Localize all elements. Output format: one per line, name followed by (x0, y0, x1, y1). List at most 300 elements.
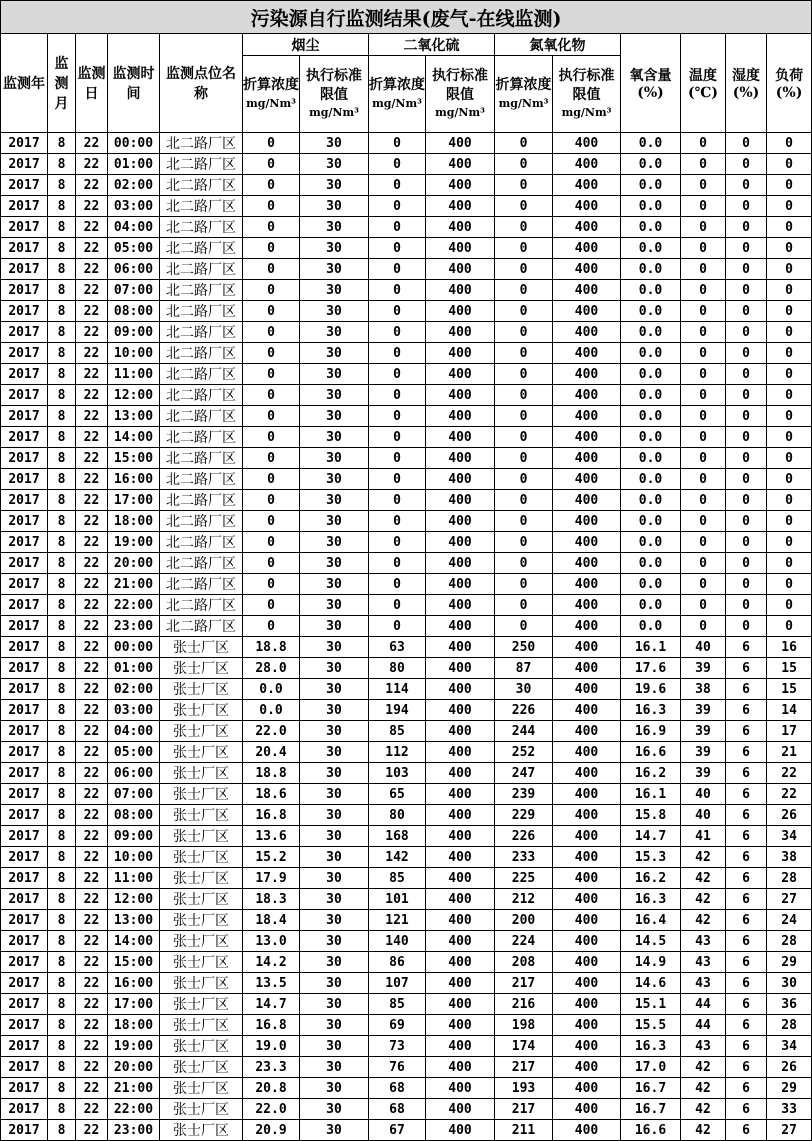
table-cell: 22 (76, 994, 108, 1015)
table-cell: 400 (426, 637, 495, 658)
table-cell: 400 (553, 196, 621, 217)
table-cell: 0 (681, 343, 726, 364)
table-cell: 33 (767, 1099, 812, 1120)
table-cell: 0 (243, 196, 300, 217)
table-cell: 40 (681, 637, 726, 658)
table-cell: 22 (76, 847, 108, 868)
table-cell: 30 (300, 910, 369, 931)
table-cell: 85 (369, 721, 426, 742)
table-row (1, 154, 812, 175)
table-row (1, 280, 812, 301)
table-cell: 0 (726, 322, 767, 343)
table-cell: 193 (495, 1078, 553, 1099)
table-cell: 2017 (1, 238, 48, 259)
table-cell: 30 (767, 973, 812, 994)
table-cell: 8 (48, 637, 76, 658)
table-cell: 北二路厂区 (160, 259, 243, 280)
table-cell: 76 (369, 1057, 426, 1078)
table-cell: 400 (553, 133, 621, 154)
table-row (1, 931, 812, 952)
table-cell: 0 (681, 175, 726, 196)
table-cell: 44 (681, 1015, 726, 1036)
table-cell: 28 (767, 1015, 812, 1036)
table-cell: 400 (426, 406, 495, 427)
table-cell: 21:00 (108, 1078, 160, 1099)
table-cell: 北二路厂区 (160, 364, 243, 385)
table-row (1, 301, 812, 322)
table-cell: 212 (495, 889, 553, 910)
table-cell: 29 (767, 1078, 812, 1099)
table-cell: 0 (767, 301, 812, 322)
table-cell: 400 (426, 133, 495, 154)
table-cell: 8 (48, 154, 76, 175)
table-cell: 400 (426, 259, 495, 280)
table-cell: 400 (553, 217, 621, 238)
table-row (1, 1078, 812, 1099)
table-cell: 18.8 (243, 763, 300, 784)
table-cell: 22 (76, 574, 108, 595)
table-cell: 2017 (1, 616, 48, 637)
table-cell: 张士厂区 (160, 1057, 243, 1078)
table-cell: 18.3 (243, 889, 300, 910)
header-so2-limit: 执行标准限值 mg/Nm³ (426, 56, 495, 133)
table-cell: 0 (369, 469, 426, 490)
table-cell: 0 (369, 616, 426, 637)
table-cell: 0.0 (621, 511, 681, 532)
table-cell: 0 (681, 532, 726, 553)
table-cell: 400 (426, 469, 495, 490)
table-cell: 0 (726, 196, 767, 217)
table-cell: 2017 (1, 133, 48, 154)
table-cell: 22 (76, 763, 108, 784)
table-cell: 30 (300, 931, 369, 952)
table-cell: 43 (681, 952, 726, 973)
table-row (1, 868, 812, 889)
table-cell: 北二路厂区 (160, 553, 243, 574)
table-cell: 0 (767, 238, 812, 259)
table-row (1, 616, 812, 637)
table-cell: 北二路厂区 (160, 238, 243, 259)
table-cell: 8 (48, 217, 76, 238)
table-cell: 16.2 (621, 763, 681, 784)
table-cell: 2017 (1, 448, 48, 469)
table-cell: 22 (76, 721, 108, 742)
table-cell: 400 (553, 1120, 621, 1141)
table-cell: 22 (76, 952, 108, 973)
table-cell: 2017 (1, 973, 48, 994)
table-cell: 2017 (1, 931, 48, 952)
table-cell: 22 (76, 301, 108, 322)
table-cell: 87 (495, 658, 553, 679)
table-cell: 43 (681, 1036, 726, 1057)
table-cell: 17.9 (243, 868, 300, 889)
table-cell: 0 (681, 595, 726, 616)
table-cell: 400 (426, 175, 495, 196)
table-cell: 30 (300, 427, 369, 448)
table-cell: 0 (243, 406, 300, 427)
table-cell: 0.0 (621, 301, 681, 322)
table-cell: 400 (426, 553, 495, 574)
table-cell: 0.0 (621, 259, 681, 280)
table-cell: 0 (369, 280, 426, 301)
table-cell: 8 (48, 910, 76, 931)
table-cell: 400 (553, 301, 621, 322)
table-cell: 6 (726, 994, 767, 1015)
table-cell: 8 (48, 1015, 76, 1036)
table-cell: 张士厂区 (160, 952, 243, 973)
table-cell: 16:00 (108, 973, 160, 994)
group-nox: 氮氧化物 (495, 34, 621, 56)
table-cell: 23:00 (108, 1120, 160, 1141)
table-cell: 北二路厂区 (160, 532, 243, 553)
header-o2: 氧含量(%) (621, 34, 681, 133)
table-cell: 10:00 (108, 343, 160, 364)
table-cell: 400 (426, 679, 495, 700)
table-cell: 0 (369, 364, 426, 385)
table-cell: 8 (48, 532, 76, 553)
table-cell: 400 (553, 406, 621, 427)
table-cell: 19.0 (243, 1036, 300, 1057)
table-cell: 400 (426, 805, 495, 826)
table-cell: 8 (48, 490, 76, 511)
table-cell: 0 (726, 385, 767, 406)
table-cell: 114 (369, 679, 426, 700)
table-cell: 0 (243, 154, 300, 175)
table-cell: 30 (300, 280, 369, 301)
table-cell: 34 (767, 1036, 812, 1057)
table-cell: 22 (76, 910, 108, 931)
table-cell: 112 (369, 742, 426, 763)
table-cell: 张士厂区 (160, 637, 243, 658)
table-cell: 张士厂区 (160, 889, 243, 910)
table-cell: 北二路厂区 (160, 448, 243, 469)
table-cell: 张士厂区 (160, 931, 243, 952)
header-dust-conc: 折算浓度 mg/Nm³ (243, 56, 300, 133)
table-cell: 0 (681, 196, 726, 217)
table-cell: 0 (767, 595, 812, 616)
table-row (1, 994, 812, 1015)
table-cell: 0 (369, 238, 426, 259)
table-cell: 0 (369, 511, 426, 532)
table-cell: 0 (681, 238, 726, 259)
table-cell: 27 (767, 889, 812, 910)
table-cell: 张士厂区 (160, 742, 243, 763)
table-cell: 22 (76, 553, 108, 574)
table-cell: 6 (726, 742, 767, 763)
table-cell: 北二路厂区 (160, 469, 243, 490)
table-cell: 0 (681, 217, 726, 238)
table-cell: 400 (553, 658, 621, 679)
table-cell: 69 (369, 1015, 426, 1036)
table-cell: 2017 (1, 805, 48, 826)
table-cell: 30 (300, 952, 369, 973)
table-cell: 400 (553, 154, 621, 175)
table-cell: 400 (426, 427, 495, 448)
table-row (1, 1036, 812, 1057)
table-cell: 400 (553, 259, 621, 280)
table-cell: 0.0 (621, 322, 681, 343)
table-cell: 2017 (1, 1078, 48, 1099)
table-cell: 400 (426, 1099, 495, 1120)
table-cell: 2017 (1, 952, 48, 973)
table-cell: 0 (767, 469, 812, 490)
table-cell: 20.9 (243, 1120, 300, 1141)
table-cell: 0 (767, 406, 812, 427)
table-cell: 0.0 (621, 616, 681, 637)
table-cell: 30 (300, 637, 369, 658)
table-cell: 0 (369, 595, 426, 616)
table-cell: 6 (726, 889, 767, 910)
table-cell: 194 (369, 700, 426, 721)
table-cell: 2017 (1, 385, 48, 406)
table-cell: 30 (300, 826, 369, 847)
table-cell: 19:00 (108, 1036, 160, 1057)
table-cell: 2017 (1, 910, 48, 931)
table-cell: 2017 (1, 511, 48, 532)
table-cell: 29 (767, 952, 812, 973)
table-cell: 400 (553, 1036, 621, 1057)
table-cell: 0 (726, 364, 767, 385)
table-cell: 30 (300, 133, 369, 154)
table-cell: 张士厂区 (160, 1078, 243, 1099)
table-cell: 30 (300, 448, 369, 469)
table-cell: 400 (426, 322, 495, 343)
table-cell: 0 (495, 448, 553, 469)
table-cell: 400 (553, 952, 621, 973)
table-cell: 13.0 (243, 931, 300, 952)
table-cell: 19:00 (108, 532, 160, 553)
table-cell: 14.7 (621, 826, 681, 847)
table-cell: 0 (726, 133, 767, 154)
table-cell: 168 (369, 826, 426, 847)
table-cell: 0 (495, 217, 553, 238)
table-cell: 0.0 (621, 343, 681, 364)
header-nox-conc: 折算浓度 mg/Nm³ (495, 56, 553, 133)
table-cell: 24 (767, 910, 812, 931)
table-cell: 14:00 (108, 931, 160, 952)
table-cell: 2017 (1, 994, 48, 1015)
table-cell: 400 (426, 868, 495, 889)
table-row (1, 889, 812, 910)
table-row (1, 469, 812, 490)
table-cell: 0 (495, 469, 553, 490)
table-cell: 2017 (1, 469, 48, 490)
table-cell: 8 (48, 826, 76, 847)
table-cell: 400 (553, 784, 621, 805)
table-cell: 30 (300, 322, 369, 343)
table-cell: 20:00 (108, 553, 160, 574)
table-cell: 07:00 (108, 280, 160, 301)
table-cell: 42 (681, 889, 726, 910)
table-cell: 30 (300, 1078, 369, 1099)
table-cell: 8 (48, 427, 76, 448)
table-cell: 2017 (1, 1015, 48, 1036)
table-cell: 0 (767, 217, 812, 238)
table-cell: 103 (369, 763, 426, 784)
table-cell: 0 (495, 280, 553, 301)
table-cell: 8 (48, 364, 76, 385)
table-cell: 0 (767, 553, 812, 574)
table-cell: 04:00 (108, 217, 160, 238)
table-cell: 0 (767, 196, 812, 217)
table-cell: 北二路厂区 (160, 133, 243, 154)
table-cell: 0 (767, 343, 812, 364)
table-cell: 400 (553, 385, 621, 406)
table-cell: 2017 (1, 658, 48, 679)
table-cell: 0 (681, 133, 726, 154)
table-cell: 16.9 (621, 721, 681, 742)
table-cell: 0 (495, 259, 553, 280)
table-cell: 2017 (1, 322, 48, 343)
header-year: 监测年 (1, 34, 48, 133)
table-cell: 0 (495, 385, 553, 406)
header-temp: 温度(℃) (681, 34, 726, 133)
table-cell: 07:00 (108, 784, 160, 805)
table-cell: 0.0 (621, 238, 681, 259)
table-cell: 17 (767, 721, 812, 742)
table-row (1, 700, 812, 721)
table-cell: 北二路厂区 (160, 427, 243, 448)
table-cell: 67 (369, 1120, 426, 1141)
table-cell: 30 (300, 595, 369, 616)
table-cell: 2017 (1, 700, 48, 721)
table-cell: 22 (76, 658, 108, 679)
table-cell: 22 (76, 385, 108, 406)
table-cell: 101 (369, 889, 426, 910)
table-cell: 400 (426, 1120, 495, 1141)
table-cell: 0 (726, 406, 767, 427)
table-cell: 0 (495, 238, 553, 259)
table-cell: 28.0 (243, 658, 300, 679)
table-cell: 0 (726, 574, 767, 595)
table-cell: 8 (48, 175, 76, 196)
table-cell: 0 (681, 490, 726, 511)
table-cell: 23:00 (108, 616, 160, 637)
table-cell: 16.3 (621, 1036, 681, 1057)
table-cell: 8 (48, 931, 76, 952)
table-row (1, 343, 812, 364)
table-cell: 39 (681, 700, 726, 721)
table-cell: 8 (48, 889, 76, 910)
table-cell: 0 (243, 364, 300, 385)
table-cell: 400 (426, 721, 495, 742)
table-cell: 18.4 (243, 910, 300, 931)
table-cell: 0 (243, 259, 300, 280)
table-cell: 6 (726, 679, 767, 700)
header-month: 监测月 (48, 34, 76, 133)
table-cell: 2017 (1, 742, 48, 763)
table-row (1, 322, 812, 343)
table-cell: 400 (426, 847, 495, 868)
table-cell: 30 (300, 805, 369, 826)
table-cell: 30 (300, 994, 369, 1015)
table-row (1, 238, 812, 259)
table-cell: 8 (48, 868, 76, 889)
table-cell: 400 (426, 1036, 495, 1057)
table-cell: 8 (48, 721, 76, 742)
table-cell: 8 (48, 301, 76, 322)
table-cell: 13:00 (108, 910, 160, 931)
table-cell: 22 (76, 532, 108, 553)
table-cell: 0 (495, 595, 553, 616)
table-cell: 21:00 (108, 574, 160, 595)
table-row (1, 658, 812, 679)
table-cell: 22 (76, 364, 108, 385)
table-cell: 400 (553, 238, 621, 259)
table-cell: 16.6 (621, 1120, 681, 1141)
table-cell: 0 (681, 301, 726, 322)
table-cell: 8 (48, 994, 76, 1015)
table-cell: 14.7 (243, 994, 300, 1015)
table-cell: 39 (681, 763, 726, 784)
table-cell: 6 (726, 1015, 767, 1036)
table-cell: 30 (300, 175, 369, 196)
table-cell: 张士厂区 (160, 658, 243, 679)
table-cell: 16.3 (621, 700, 681, 721)
table-cell: 0 (767, 427, 812, 448)
table-cell: 225 (495, 868, 553, 889)
table-cell: 30 (300, 1120, 369, 1141)
table-row (1, 826, 812, 847)
table-row (1, 490, 812, 511)
table-cell: 0 (243, 217, 300, 238)
table-cell: 30 (300, 469, 369, 490)
table-cell: 43 (681, 931, 726, 952)
table-cell: 22 (76, 154, 108, 175)
table-cell: 22 (76, 343, 108, 364)
table-cell: 142 (369, 847, 426, 868)
header-dust-limit: 执行标准限值 mg/Nm³ (300, 56, 369, 133)
table-cell: 15:00 (108, 952, 160, 973)
table-cell: 0.0 (621, 385, 681, 406)
table-cell: 09:00 (108, 826, 160, 847)
table-cell: 08:00 (108, 805, 160, 826)
table-cell: 400 (553, 469, 621, 490)
table-cell: 张士厂区 (160, 1099, 243, 1120)
table-cell: 22 (76, 1120, 108, 1141)
table-cell: 05:00 (108, 238, 160, 259)
table-cell: 12:00 (108, 385, 160, 406)
table-cell: 0 (369, 196, 426, 217)
table-cell: 09:00 (108, 322, 160, 343)
table-cell: 6 (726, 784, 767, 805)
table-cell: 400 (426, 343, 495, 364)
table-cell: 0 (243, 280, 300, 301)
table-cell: 400 (426, 889, 495, 910)
table-cell: 2017 (1, 154, 48, 175)
table-cell: 30 (300, 259, 369, 280)
table-cell: 6 (726, 826, 767, 847)
table-cell: 13.5 (243, 973, 300, 994)
table-cell: 0 (369, 343, 426, 364)
table-cell: 63 (369, 637, 426, 658)
table-cell: 34 (767, 826, 812, 847)
table-cell: 217 (495, 1099, 553, 1120)
table-cell: 400 (553, 679, 621, 700)
table-cell: 2017 (1, 532, 48, 553)
table-cell: 43 (681, 973, 726, 994)
table-cell: 0 (495, 511, 553, 532)
table-cell: 400 (553, 322, 621, 343)
table-cell: 8 (48, 259, 76, 280)
table-cell: 22 (76, 427, 108, 448)
table-cell: 6 (726, 700, 767, 721)
table-cell: 8 (48, 763, 76, 784)
table-cell: 8 (48, 742, 76, 763)
table-cell: 39 (681, 721, 726, 742)
table-cell: 0.0 (621, 364, 681, 385)
table-cell: 0 (767, 322, 812, 343)
